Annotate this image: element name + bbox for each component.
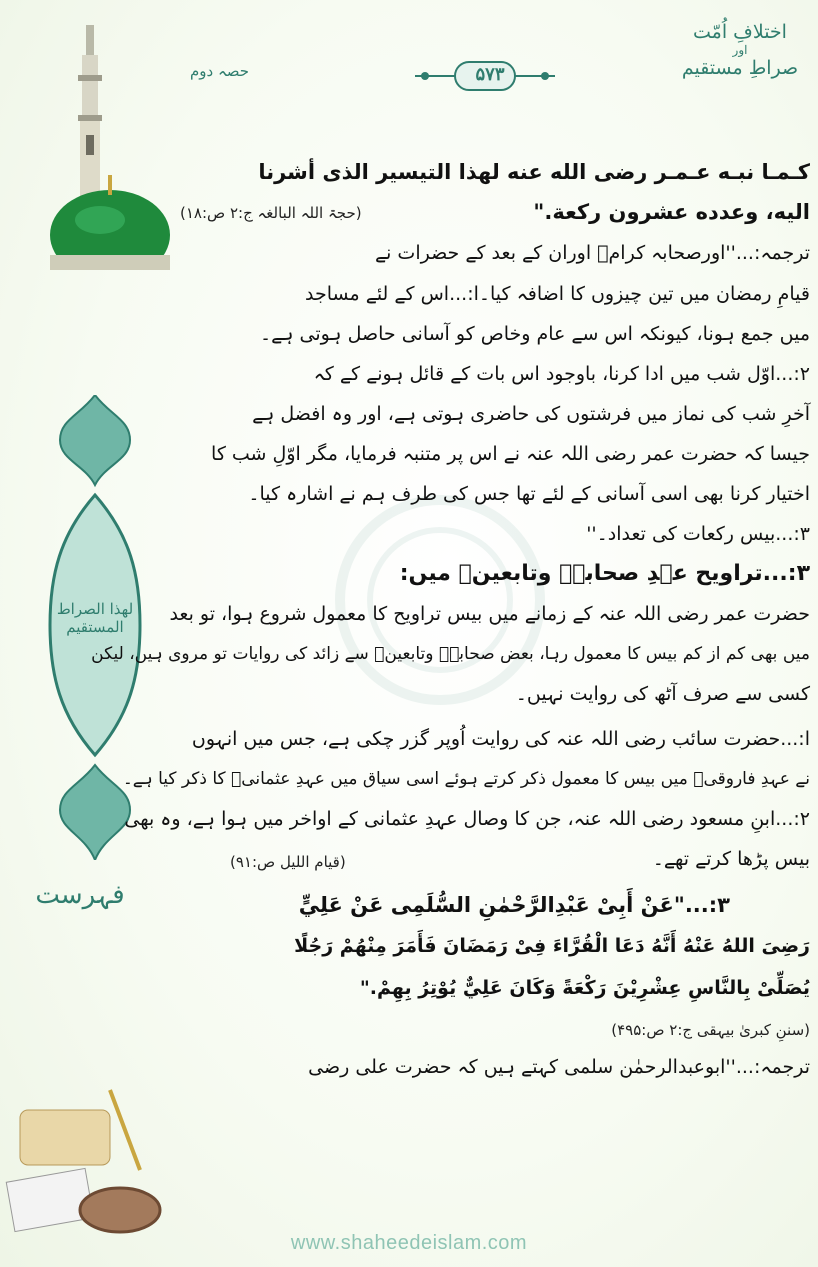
citation: (سننِ کبریٰ بیہقی ج:۲ ص:۴۹۵) xyxy=(611,1021,810,1039)
arabic-line: رَضِىَ اللهُ عَنْهُ أَنَّهُ دَعَا الْقُرَّاءَ فِىْ رَمَضَانَ فَأَمَرَ مِنْهُمْ رَجُلًا xyxy=(294,935,810,957)
text-line: ۲:...اوّل شب میں ادا کرنا، باوجود اس بات کے قائل ہونے کے کہ xyxy=(313,363,810,385)
text-line: ۳:...بیس رکعات کی تعداد۔'' xyxy=(586,523,810,545)
text-line: جیسا کہ حضرت عمر رضی اللہ عنہ نے اس پر متنبہ فرمایا، مگر اوّلِ شب کا xyxy=(211,443,810,465)
text-line: بیس پڑھا کرتے تھے۔ xyxy=(652,848,810,870)
book-title-line2: اور xyxy=(732,42,748,57)
text-line: میں بھی کم از کم بیس کا معمول رہا، بعض صحابہؓ وتابعینؒ سے زائد کی روایات تو مروی ہیں، لیکن xyxy=(91,644,810,664)
text-line: میں جمع ہونا، کیونکہ اس سے عام وخاص کو آسانی حاصل ہوتی ہے۔ xyxy=(260,323,810,345)
text-line: نے عہدِ فاروقیؓ میں بیس کا معمول ذکر کرتے ہوئے اسی سیاق میں عہدِ عثمانیؓ کا ذکر کیا ہے۔ xyxy=(122,769,810,789)
ornament-caption: لھذا الصراط المستقیم xyxy=(56,600,134,636)
citation: (قیام اللیل ص:۹۱) xyxy=(230,853,346,871)
toc-link[interactable]: فہرست xyxy=(35,880,125,910)
arabic-line: ۳:..."عَنْ أَبِىْ عَبْدِالرَّحْمٰنِ السُّلَمِى عَنْ عَلِيٍّ xyxy=(298,893,730,917)
text-line: قیامِ رمضان میں تین چیزوں کا اضافہ کیا۔ا:...اس کے لئے مساجد xyxy=(305,283,810,305)
page-header xyxy=(170,21,810,130)
text-line: آخرِ شب کی نماز میں فرشتوں کی حاضری ہوتی ہے، اور وہ افضل ہے xyxy=(252,403,810,425)
text-line: اختیار کرنا بھی اسی آسانی کے لئے تھا جس کی طرف ہم نے اشارہ کیا۔ xyxy=(248,483,810,505)
arabic-line: يُصَلِّىْ بِالنَّاسِ عِشْرِيْنَ رَكْعَةً وَكَانَ عَلِيٌّ يُوْتِرُ بِهِمْ." xyxy=(359,977,810,999)
book-title-line3: صراطِ مستقیم xyxy=(681,56,799,79)
left-decorative-column xyxy=(0,0,170,1267)
book-title-line1: اختلافِ اُمّت xyxy=(693,21,787,43)
text-line: ترجمہ:...''اورصحابہ کرامؓ اوران کے بعد کے حضرات نے xyxy=(374,242,810,264)
section-heading: ۳:...تراویح عہدِ صحابہؓ وتابعینؒ میں: xyxy=(399,561,810,586)
text-line: کسی سے صرف آٹھ کی روایت نہیں۔ xyxy=(515,683,810,705)
text-line: حضرت عمر رضی اللہ عنہ کے زمانے میں بیس تراویح کا معمول شروع ہوا، تو بعد xyxy=(169,603,810,625)
scroll-and-quill-icon xyxy=(0,1080,170,1240)
text-line: اليه، وعدده عشرون ركعة." xyxy=(533,200,810,224)
text-line: ا:...حضرت سائب رضی اللہ عنہ کی روایت اُوپر گزر چکی ہے، جس میں انہوں xyxy=(191,728,810,750)
text-line: ترجمہ:...''ابوعبدالرحمٰن سلمی کہتے ہیں کہ حضرت علی رضی xyxy=(308,1056,810,1078)
section-part-label: حصہ دوم xyxy=(190,62,250,80)
page-number: ۵۷۳ xyxy=(475,64,505,85)
citation: (حجۃ اللہ البالغہ ج:۲ ص:۱۸) xyxy=(180,204,362,222)
website-url-link[interactable]: www.shaheedeislam.com xyxy=(290,1232,528,1254)
watermark-seal-icon xyxy=(330,490,550,710)
green-dome-minaret-icon xyxy=(30,15,170,270)
text-line: کـمـا نبـه عـمـر رضى الله عنه لهذا التيسير الذى أشرنا xyxy=(258,160,810,184)
book-title xyxy=(680,22,800,79)
text-line: ۲:...ابنِ مسعود رضی اللہ عنہ، جن کا وصال عہدِ عثمانی کے اواخر میں ہوا ہے، وہ بھی xyxy=(124,808,810,830)
